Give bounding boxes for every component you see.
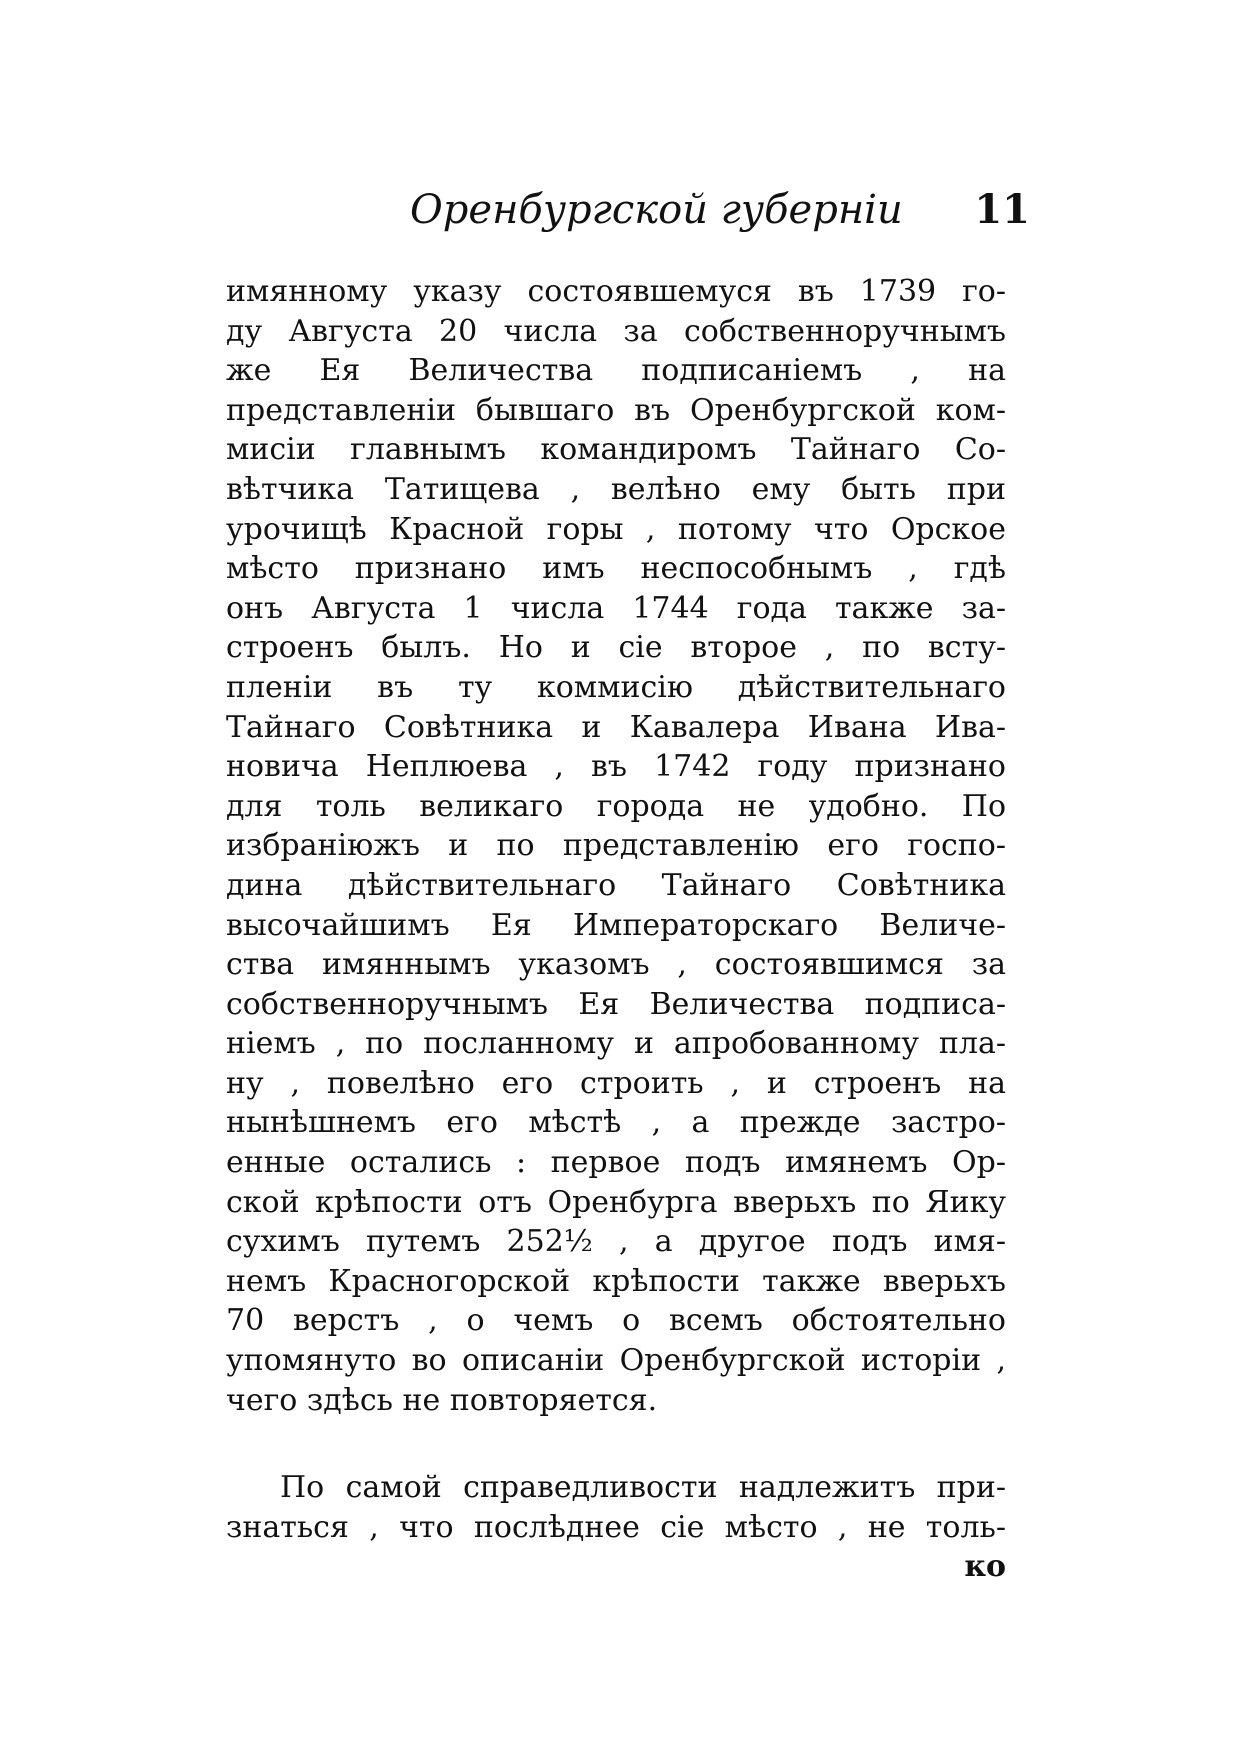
text-line: имянному указу состоявшемуся въ 1739 го- [226, 274, 1006, 309]
text-line: мисіи главнымъ командиромъ Тайнаго Со- [226, 432, 1006, 468]
text-line: урочищѣ Красной горы , потому что Орское [226, 511, 1006, 547]
page-header [410, 180, 1030, 240]
text-line: пленіи въ ту коммисію дѣйствительнаго [226, 669, 1006, 705]
catchword: ко [964, 1549, 1006, 1585]
text-line: чего здѣсь не повторяется. [226, 1382, 658, 1418]
text-line: ства имяннымъ указомъ , состоявшимся за [226, 947, 1006, 983]
text-line: онъ Августа 1 числа 1744 года также за- [226, 590, 1006, 626]
text-line: вѣтчика Татищева , велѣно ему быть при [226, 471, 1006, 507]
body-text [226, 272, 1006, 1587]
text-line: мѣсто признано имъ неспособнымъ , гдѣ [226, 551, 1006, 587]
text-line: ской крѣпости отъ Оренбурга вверьхъ по Яику [226, 1184, 1006, 1220]
text-line: По самой справедливости надлежитъ при- [280, 1470, 1006, 1506]
text-line: же Ея Величества подписаніемъ , на [226, 353, 1006, 389]
text-line: нынѣшнемъ его мѣстѣ , а прежде застро- [226, 1105, 1006, 1141]
text-line: Тайнаго Совѣтника и Кавалера Ивана Ива- [226, 709, 1006, 745]
running-title: Оренбургской губерніи [410, 187, 903, 233]
text-line: ду Августа 20 числа за собственноручнымъ [226, 313, 1006, 349]
text-line: сухимъ путемъ 252½ , а другое подъ имя- [226, 1224, 1006, 1260]
text-line: строенъ былъ. Но и сіе второе , по всту- [226, 630, 1006, 666]
text-line: немъ Красногорской крѣпости также вверьхъ [226, 1263, 1006, 1299]
paragraph-2 [226, 1468, 1006, 1547]
text-line: дина дѣйствительнаго Тайнаго Совѣтника [226, 867, 1006, 903]
text-line: ну , повелѣно его строить , и строенъ на [226, 1065, 1006, 1101]
text-line: упомянуто во описаніи Оренбургской исторіи , [226, 1343, 1006, 1379]
text-line: для толь великаго города не удобно. По [226, 788, 1006, 824]
text-line: 70 верстъ , о чемъ о всемъ обстоятельно [226, 1303, 1006, 1339]
text-line: избраніюжъ и по представленію его госпо- [226, 828, 1006, 864]
text-line: представленіи бывшаго въ Оренбургской ком- [226, 392, 1006, 428]
page-number: 11 [974, 186, 1030, 233]
paragraph-1 [226, 272, 1006, 1420]
text-line: ніемъ , по посланному и апробованному пла- [226, 1026, 1006, 1062]
text-line: собственноручнымъ Ея Величества подписа- [226, 986, 1006, 1022]
text-line: енные остались : первое подъ имянемъ Ор- [226, 1145, 1006, 1181]
text-line: знаться , что послѣднее сіе мѣсто , не толь- [226, 1509, 1006, 1545]
text-line: новича Неплюева , въ 1742 году признано [226, 749, 1006, 785]
text-line: высочайшимъ Ея Императорскаго Величе- [226, 907, 1006, 943]
